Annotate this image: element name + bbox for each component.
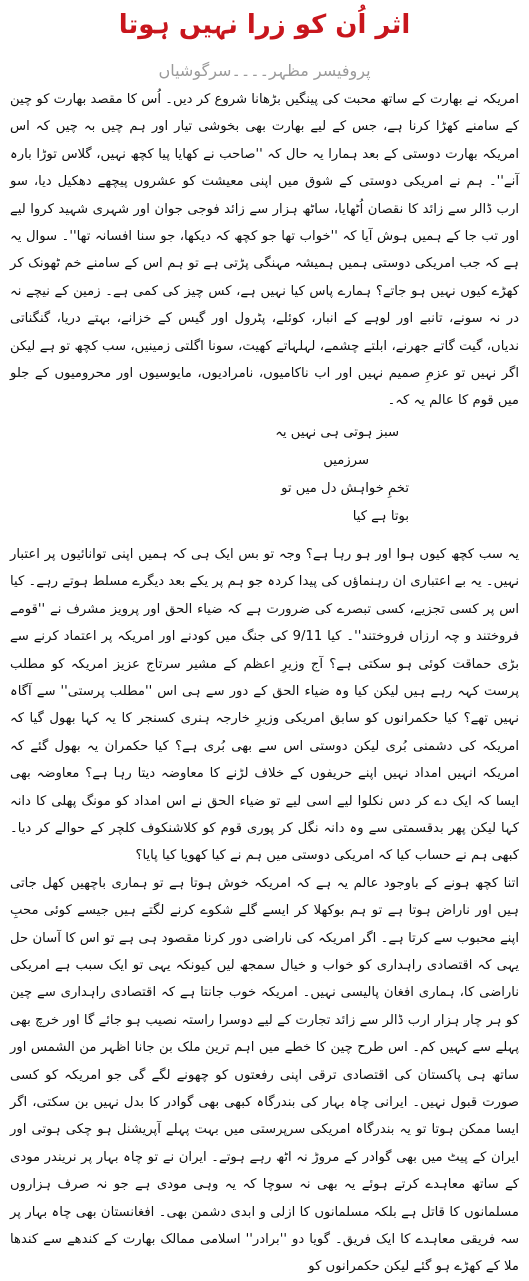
poem-line: سرزمیں [323, 452, 369, 468]
article-headline: اثر اُن کو زرا نہیں ہوتا [118, 10, 411, 40]
article-paragraph: یہ سب کچھ کیوں ہوا اور ہو رہا ہے؟ وجہ تو بس ایک ہی کہ ہمیں اپنی توانائیوں پر اعتبار نہیں۔ یہ بے اعتباری ان رہنماؤں کی پیدا کردہ جو ہم پر یکے بعد دیگرے مسلط ہوتے رہے۔ کیا اس پر کسی تجزیے، کسی تبصرے کی ضرورت ہے کہ ضیاء الحق اور پرویز مشرف نے ''قومے فروختند و چہ ارزاں فروختند''۔ کیا 9/11 کی جنگ میں کودنے اور امریکہ پر اعتماد کرنے سے بڑی حماقت کوئی ہو سکتی ہے؟ آج وزیرِ اعظم کے مشیر سرتاج عزیز امریکہ کو مطلب پرست کہہ رہے ہیں لیکن کیا وہ ضیاء الحق کے دور سے ہی اس ''مطلب پرستی'' سے آگاہ نہیں تھے؟ کیا حکمرانوں کو سابق امریکی وزیرِ خارجہ ہنری کسنجر کا یہ کہا بھول گیا کہ امریکہ کی دشمنی بُری لیکن دوستی اس سے بھی بُری ہے؟ کیا حکمران یہ بھول گئے کہ امریکہ انہیں امداد نہیں اپنے حریفوں کے خلاف لڑنے کا معاوضہ دیتا رہا ہے؟ معاوضہ بھی ایسا کہ ایک دے کر دس نکلوا لیے اسی لیے تو ضیاء الحق نے اس امداد کو مونگ پھلی کا دانہ کہا لیکن پھر بدقسمتی سے وہ دانہ نگل کر پوری قوم کو کلاشنکوف کلچر کے حوالے کر دیا۔ کبھی ہم نے حساب کیا کہ امریکی دوستی میں ہم نے کیا کھویا کیا پایا؟ [10, 546, 519, 864]
article-paragraph: امریکہ نے بھارت کے ساتھ محبت کی پینگیں بڑھانا شروع کر دیں۔ اُس کا مقصد بھارت کو چین کے سامنے کھڑا کرنا ہے، جس کے لیے بھارت بھی بخوشی تیار اور ہم چیں بہ چیں کہ اس امریکہ بھارت دوستی کے بعد ہمارا یہ حال کہ ''صاحب نے کھایا پیا کچھ نہیں، گلاس توڑا بارہ آنے''۔ ہم نے امریکی دوستی کے شوق میں اپنی معیشت کو عشروں پیچھے دھکیل دیا، سو ارب ڈالر سے زائد کا نقصان اُٹھایا، ساٹھ ہزار سے زائد فوجی جوان اور شہری شہید کروا لیے اور تب جا کے ہمیں ہوش آیا کہ ''خواب تھا جو کچھ کہ دیکھا، جو سنا افسانہ تھا''۔ سوال یہ ہے کہ جب امریکی دوستی ہمیں ہمیشہ مہنگی پڑتی ہے تو ہم اس کے سامنے خم ٹھونک کر کھڑے کیوں نہیں ہو جاتے؟ ہمارے پاس کیا نہیں ہے، کس چیز کی کمی ہے۔ زمین کے نیچے نہ در نہ سونے، تانبے اور لوہے کے انبار، کوئلے، پٹرول اور گیس کے خزانے، بہتے دریا، گنگناتی ندیاں، گیت گاتے جھرنے، ابلتے چشمے، لہلہاتے کھیت، سونا اگلتی زمینیں، سب کچھ تو ہے لیکن اگر نہیں تو عزمِ صمیم نہیں اور اب ناکامیوں، نامرادیوں، مایوسیوں اور محرومیوں کے جلو میں قوم کا عالم یہ کہ۔ [10, 92, 519, 409]
article-paragraph: اتنا کچھ ہونے کے باوجود عالم یہ ہے کہ امریکہ خوش ہوتا ہے تو ہماری باچھیں کھل جاتی ہیں اور ناراض ہوتا ہے تو ہم بوکھلا کر ایسے گلے شکوے کرنے لگتے ہیں جیسے کوئی محبِ اپنے محبوب سے کرتا ہے۔ اگر امریکہ کی ناراضی دور کرنا مقصود ہی ہے تو اس کا آسان حل یہی کہ اقتصادی راہداری کو خواب و خیال سمجھ لیں کیونکہ یہی تو ایک سبب ہے امریکی ناراضی کا، ہماری افغان پالیسی نہیں۔ امریکہ خوب جانتا ہے کہ اقتصادی راہداری سے چین کو ہر چار ہزار ارب ڈالر سے زائد تجارت کے لیے دوسرا راستہ نصیب ہو جائے گا اور خرچ بھی پہلے سے کہیں کم۔ اس طرح چین کا خطے میں اہم ترین ملک بن جانا اظہر من الشمس اور ساتھ ہی پاکستان کی اقتصادی ترقی اپنی رفعتوں کو چھونے لگے گی جو امریکہ کو کسی صورت قبول نہیں۔ ایرانی چاہ بہار کی بندرگاہ کبھی بھی گوادر کا بدل نہیں بن سکتی، اگر ایسا ممکن ہوتا تو یہ بندرگاہ امریکی سرپرستی میں بہت پہلے آپریشنل ہو چکی ہوتی اور ایران کے پیٹ میں بھی گوادر کے مروڑ نہ اٹھ رہے ہوتے۔ ایران نے تو چاہ بہار پر نریندر مودی کے ساتھ معاہدے کرتے ہوئے یہ بھی نہ سوچا کہ یہ وہی مودی ہے جو نہ صرف ہزاروں مسلمانوں کا قاتل ہے بلکہ مسلمانوں کا ازلی و ابدی دشمن بھی۔ افغانستان بھی چاہ بہار پر سہ فریقی معاہدے کا ایک فریق۔ گویا دو ''برادر'' اسلامی ممالک بھارت کے کندھے سے کندھا ملا کے کھڑے ہو گئے لیکن حکمرانوں کو [10, 875, 519, 1275]
poem-line: سبز ہوتی ہی نہیں یہ [275, 424, 399, 440]
poem-line: بوتا ہے کیا [352, 508, 409, 524]
article-byline: پروفیسر مظہر۔۔۔۔سرگوشیاں [158, 61, 371, 80]
poem-block [10, 415, 519, 541]
poem-line: تخمِ خواہش دل میں تو [281, 480, 409, 496]
